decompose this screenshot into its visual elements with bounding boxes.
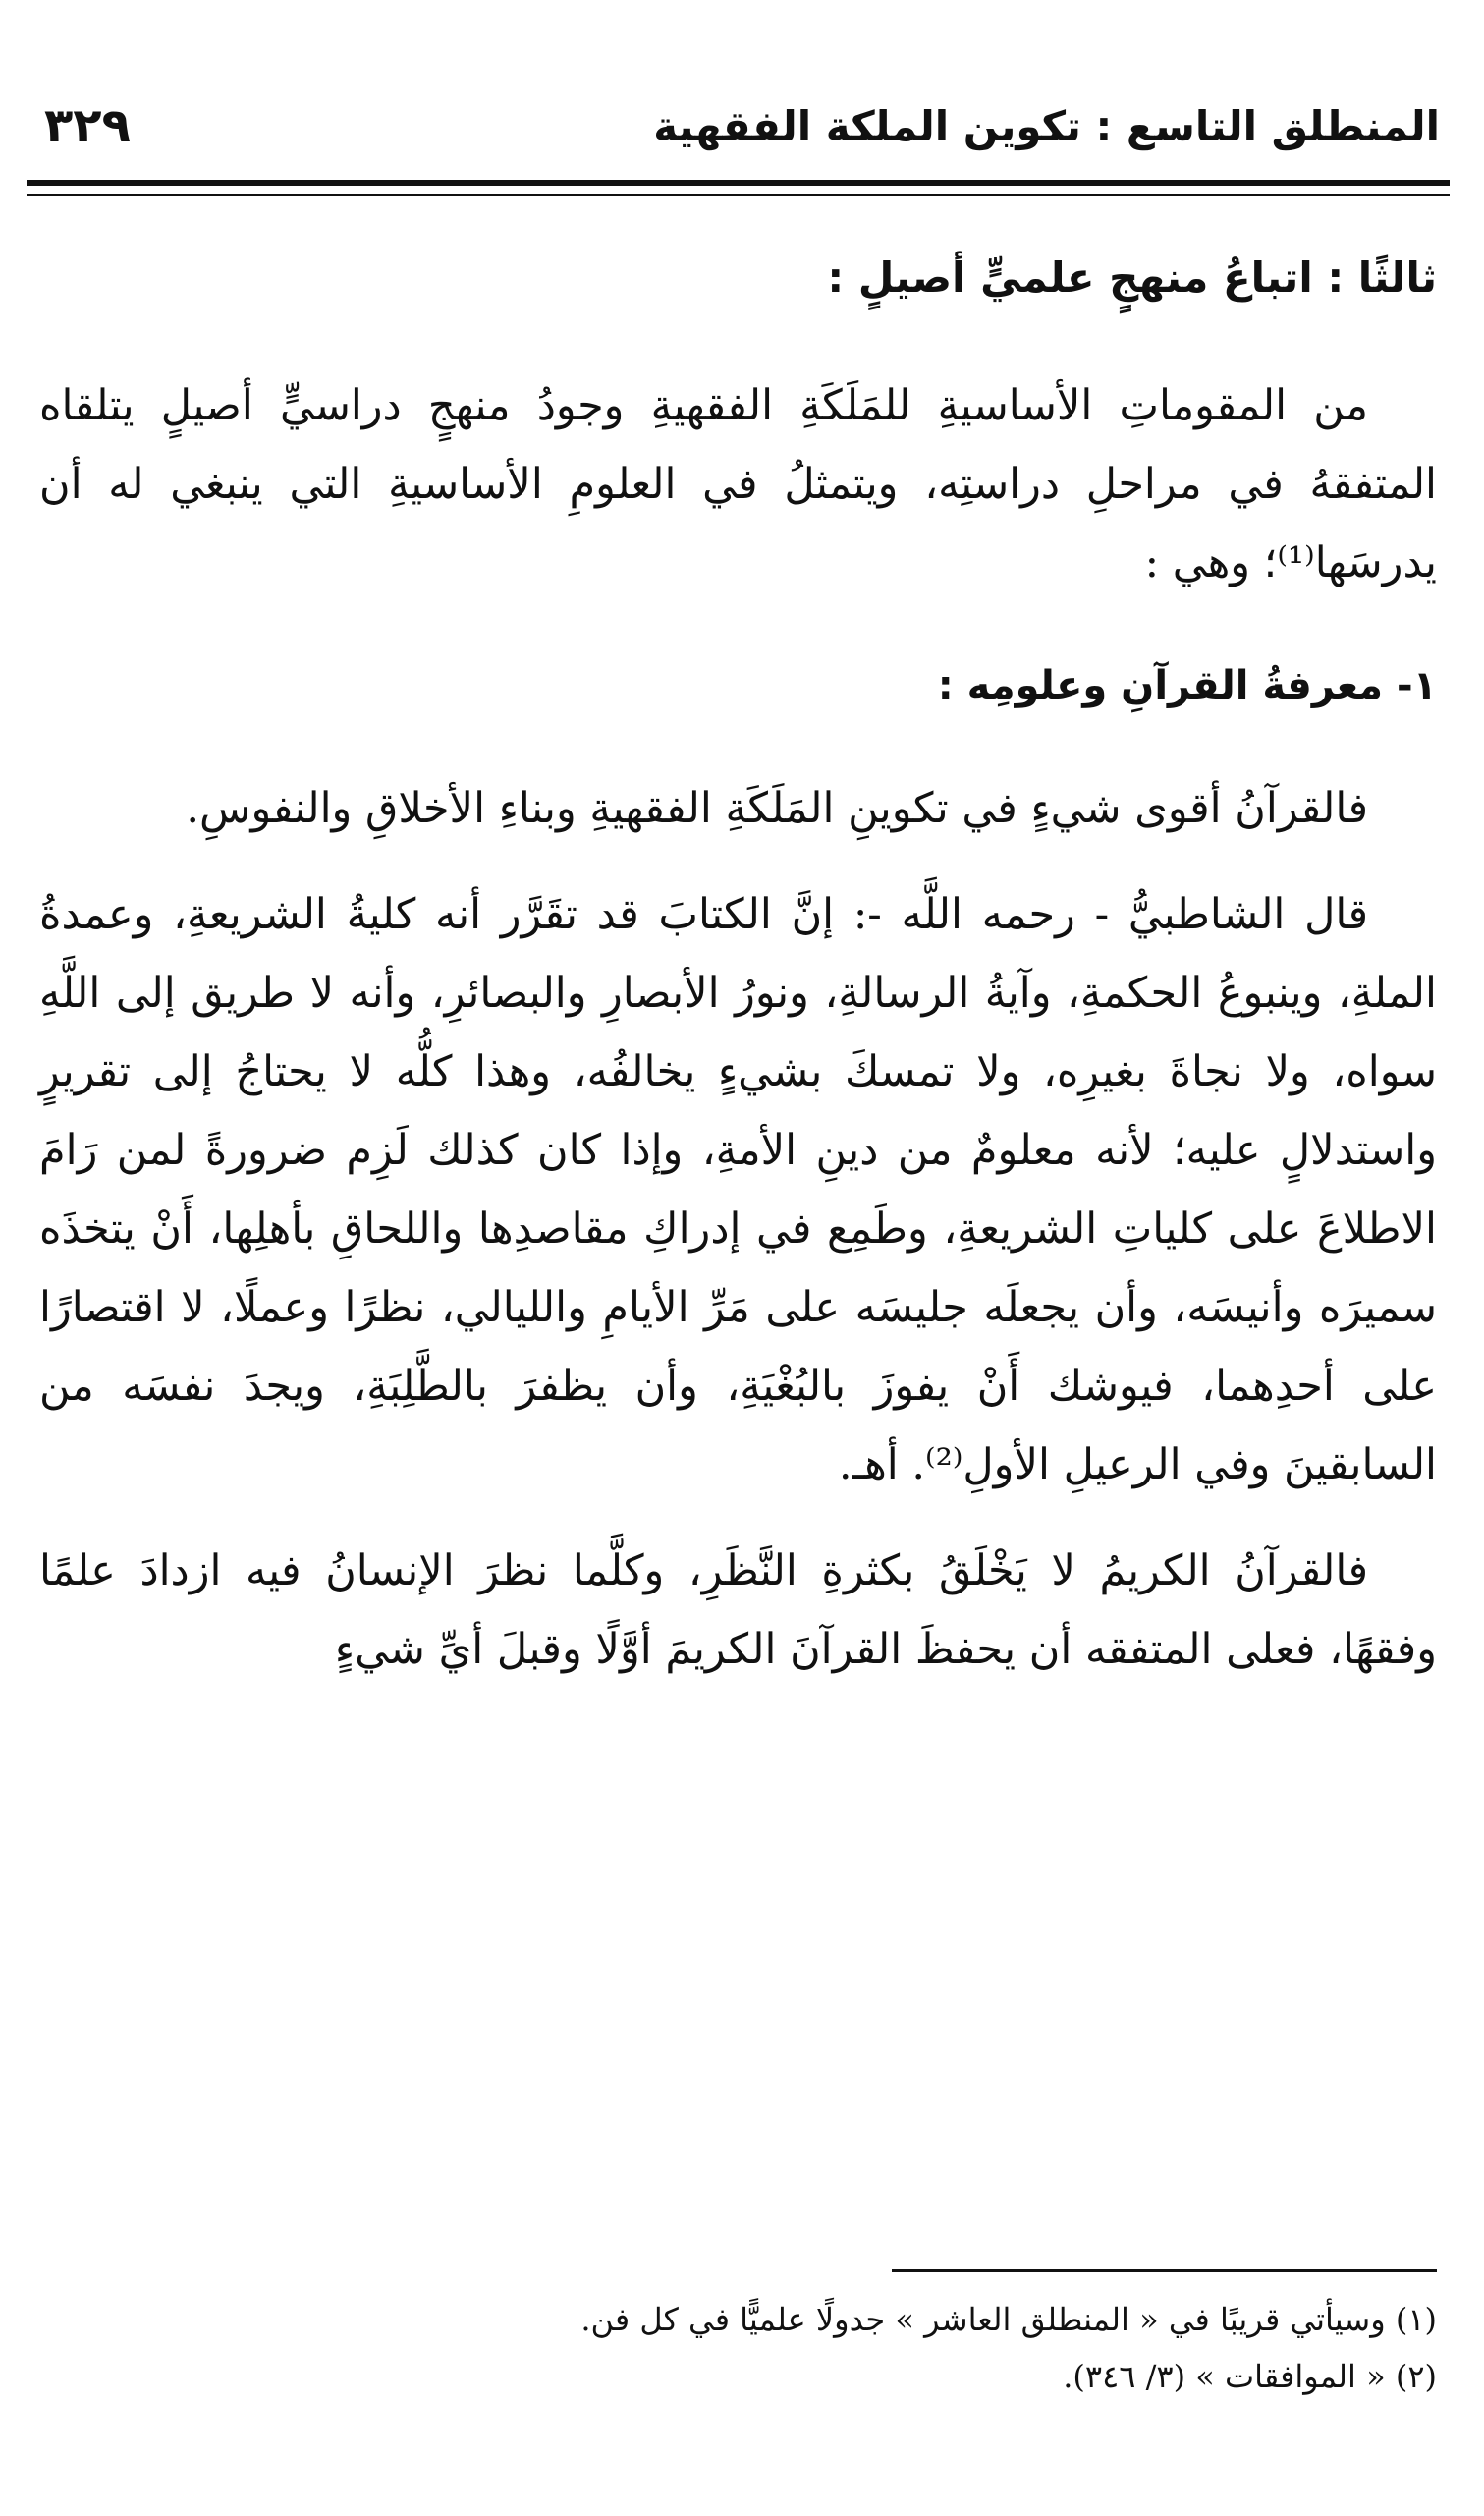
section-heading: ثالثًا : اتباعُ منهجٍ علميٍّ أصيلٍ : (827, 253, 1437, 302)
header-rule-thin (27, 194, 1450, 196)
footnotes (59, 2291, 1437, 2405)
paragraph-shatibi-quote: قال الشاطبيُّ - رحمه اللَّه -: إنَّ الكتابَ قد تقَرَّر أنه كليةُ الشريعةِ، وعمدةُ الملةِ، وينبوعُ الحكمةِ، وآيةُ الرسالةِ، ونورُ الأبصارِ والبصائرِ، وأنه لا طريق إلى اللَّهِ سواه، ولا نجاةَ بغيرِه، ولا تمسكَ بشيءٍ يخالفُه، وهذا كلُّه لا يحتاجُ إلى تقريرٍ واستدلالٍ عليه؛ لأنه معلومٌ من دينِ الأمةِ، وإذا كان كذلك لَزِم ضرورةً لمن رَامَ الاطلاعَ على كلياتِ الشريعةِ، وطَمِع في إدراكِ مقاصدِها واللحاقِ بأهلِها، أَنْ يتخذَه سميرَه وأنيسَه، وأن يجعلَه جليسَه على مَرِّ الأيامِ والليالي، نظرًا وعملًا، لا اقتصارًا على أحدِهما، فيوشك أَنْ يفوزَ بالبُغْيَةِ، وأن يظفرَ بالطَّلِبَةِ، ويجدَ نفسَه من السابقينَ وفي الرعيلِ الأولِ⁽²⁾. أهـ. (39, 890, 1437, 1489)
paragraph-quran-strength: فالقرآنُ أقوى شيءٍ في تكوينِ المَلَكَةِ الفقهيةِ وبناءِ الأخلاقِ والنفوسِ. (186, 784, 1368, 833)
footnote-2: (٢) « الموافقات » (٣/ ٣٤٦). (1063, 2358, 1437, 2395)
footnote-1: (١) وسيأتي قريبًا في « المنطلق العاشر » جدولًا علميًّا في كل فن. (580, 2301, 1437, 2338)
subheading-quran: ١- معرفةُ القرآنِ وعلومِه : (937, 663, 1437, 708)
running-header (44, 86, 1440, 165)
main-text (39, 244, 1437, 1716)
paragraph-intro: من المقوماتِ الأساسيةِ للمَلَكَةِ الفقهيةِ وجودُ منهجٍ دراسيٍّ أصيلٍ يتلقاه المتفقهُ في مراحلِ دراستِه، ويتمثلُ في العلومِ الأساسيةِ التي ينبغي له أن يدرسَها⁽¹⁾؛ وهي : (39, 381, 1437, 587)
running-title: المنطلق التاسع : تكوين الملكة الفقهية (653, 101, 1440, 150)
page-number: ٣٢٩ (44, 98, 131, 153)
footnote-separator (892, 2269, 1437, 2272)
header-rule-thick (27, 180, 1450, 186)
paragraph-quran-memorize: فالقرآنُ الكريمُ لا يَخْلَقُ بكثرةِ النَّظَرِ، وكلَّما نظرَ الإنسانُ فيه ازدادَ علمًا وفقهًا، فعلى المتفقه أن يحفظَ القرآنَ الكريمَ أوَّلًا وقبلَ أيِّ شيءٍ (39, 1546, 1437, 1674)
